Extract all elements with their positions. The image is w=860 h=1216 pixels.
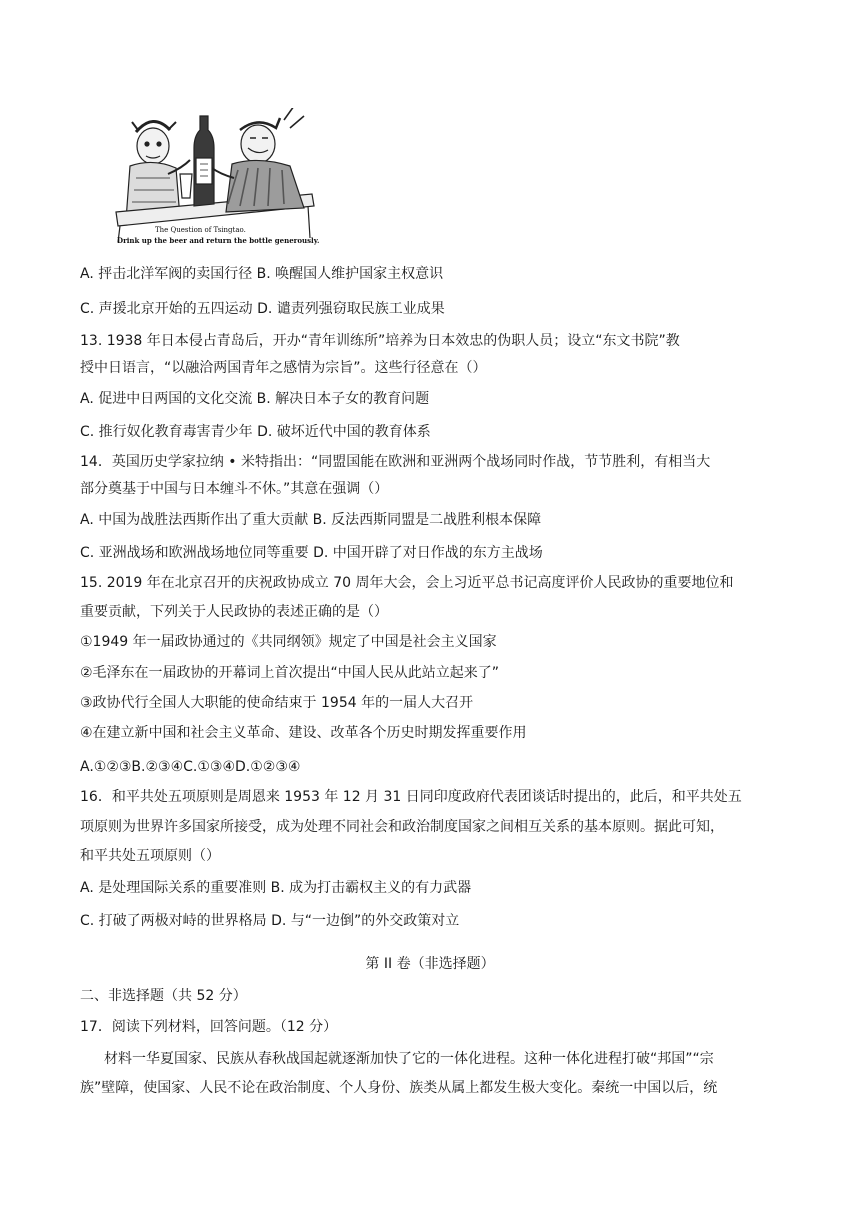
q13-options-line1: A. 促进中日两国的文化交流 B. 解决日本子女的教育问题 — [80, 391, 430, 407]
section-title: 二、非选择题（共 52 分） — [80, 988, 247, 1004]
q14-stem-line1: 14．英国历史学家拉纳 • 米特指出：“同盟国能在欧洲和亚洲两个战场同时作战，节节胜利，有相当大 — [80, 454, 711, 470]
q15-item-3: ③政协代行全国人大职能的使命结束于 1954 年的一届人大召开 — [80, 695, 474, 711]
q13-stem-line1: 13. 1938 年日本侵占青岛后，开办“青年训练所”培养为日本效忠的伪职人员；设立“东文书院”教 — [80, 333, 680, 349]
q17-stem: 17．阅读下列材料，回答问题。（12 分） — [80, 1019, 338, 1035]
cartoon-caption-title: The Question of Tsingtao. — [155, 226, 246, 234]
q13-options-line2: C. 推行奴化教育毒害青少年 D. 破坏近代中国的教育体系 — [80, 424, 431, 440]
q15-item-1: ①1949 年一届政协通过的《共同纲领》规定了中国是社会主义国家 — [80, 634, 497, 650]
volume-title: 第 II 卷（非选择题） — [365, 956, 495, 972]
q16-stem-line3: 和平共处五项原则（） — [80, 848, 220, 864]
q14-options-line1: A. 中国为战胜法西斯作出了重大贡献 B. 反法西斯同盟是二战胜利根本保障 — [80, 512, 542, 528]
q17-material-line1: 材料一华夏国家、民族从春秋战国起就逐渐加快了它的一体化进程。这种一体化进程打破“邦国”“宗 — [104, 1051, 714, 1067]
cartoon-caption-subtitle: Drink up the beer and return the bottle generously. — [117, 236, 320, 245]
q14-options-line2: C. 亚洲战场和欧洲战场地位同等重要 D. 中国开辟了对日作战的东方主战场 — [80, 545, 543, 561]
q15-options: A.①②③B.②③④C.①③④D.①②③④ — [80, 759, 301, 775]
q16-options-line1: A. 是处理国际关系的重要准则 B. 成为打击霸权主义的有力武器 — [80, 880, 472, 896]
q16-options-line2: C. 打破了两极对峙的世界格局 D. 与“一边倒”的外交政策对立 — [80, 913, 460, 929]
q14-stem-line2: 部分奠基于中国与日本缠斗不休。”其意在强调（） — [80, 481, 389, 497]
q15-item-4: ④在建立新中国和社会主义革命、建设、改革各个历史时期发挥重要作用 — [80, 725, 527, 741]
q12-options-line2: C. 声援北京开始的五四运动 D. 谴责列强窃取民族工业成果 — [80, 301, 445, 317]
q12-options-line1: A. 抨击北洋军阀的卖国行径 B. 唤醒国人维护国家主权意识 — [80, 266, 444, 282]
q17-material-line2: 族”壁障，使国家、人民不论在政治制度、个人身份、族类从属上都发生极大变化。秦统一中国以后，统 — [80, 1080, 718, 1096]
q16-stem-line1: 16．和平共处五项原则是周恩来 1953 年 12 月 31 日同印度政府代表团谈话时提出的，此后，和平共处五 — [80, 789, 742, 805]
q13-stem-line2: 授中日语言，“以融洽两国青年之感情为宗旨”。这些行径意在（） — [80, 360, 487, 376]
q15-item-2: ②毛泽东在一届政协的开幕词上首次提出“中国人民从此站立起来了” — [80, 665, 500, 681]
q15-stem-line2: 重要贡献，下列关于人民政协的表述正确的是（） — [80, 604, 388, 620]
q15-stem-line1: 15. 2019 年在北京召开的庆祝政协成立 70 周年大会，会上习近平总书记高度评价人民政协的重要地位和 — [80, 575, 734, 591]
q16-stem-line2: 项原则为世界许多国家所接受，成为处理不同社会和政治制度国家之间相互关系的基本原则。据此可知， — [80, 819, 724, 835]
cartoon-drawing — [116, 108, 314, 242]
